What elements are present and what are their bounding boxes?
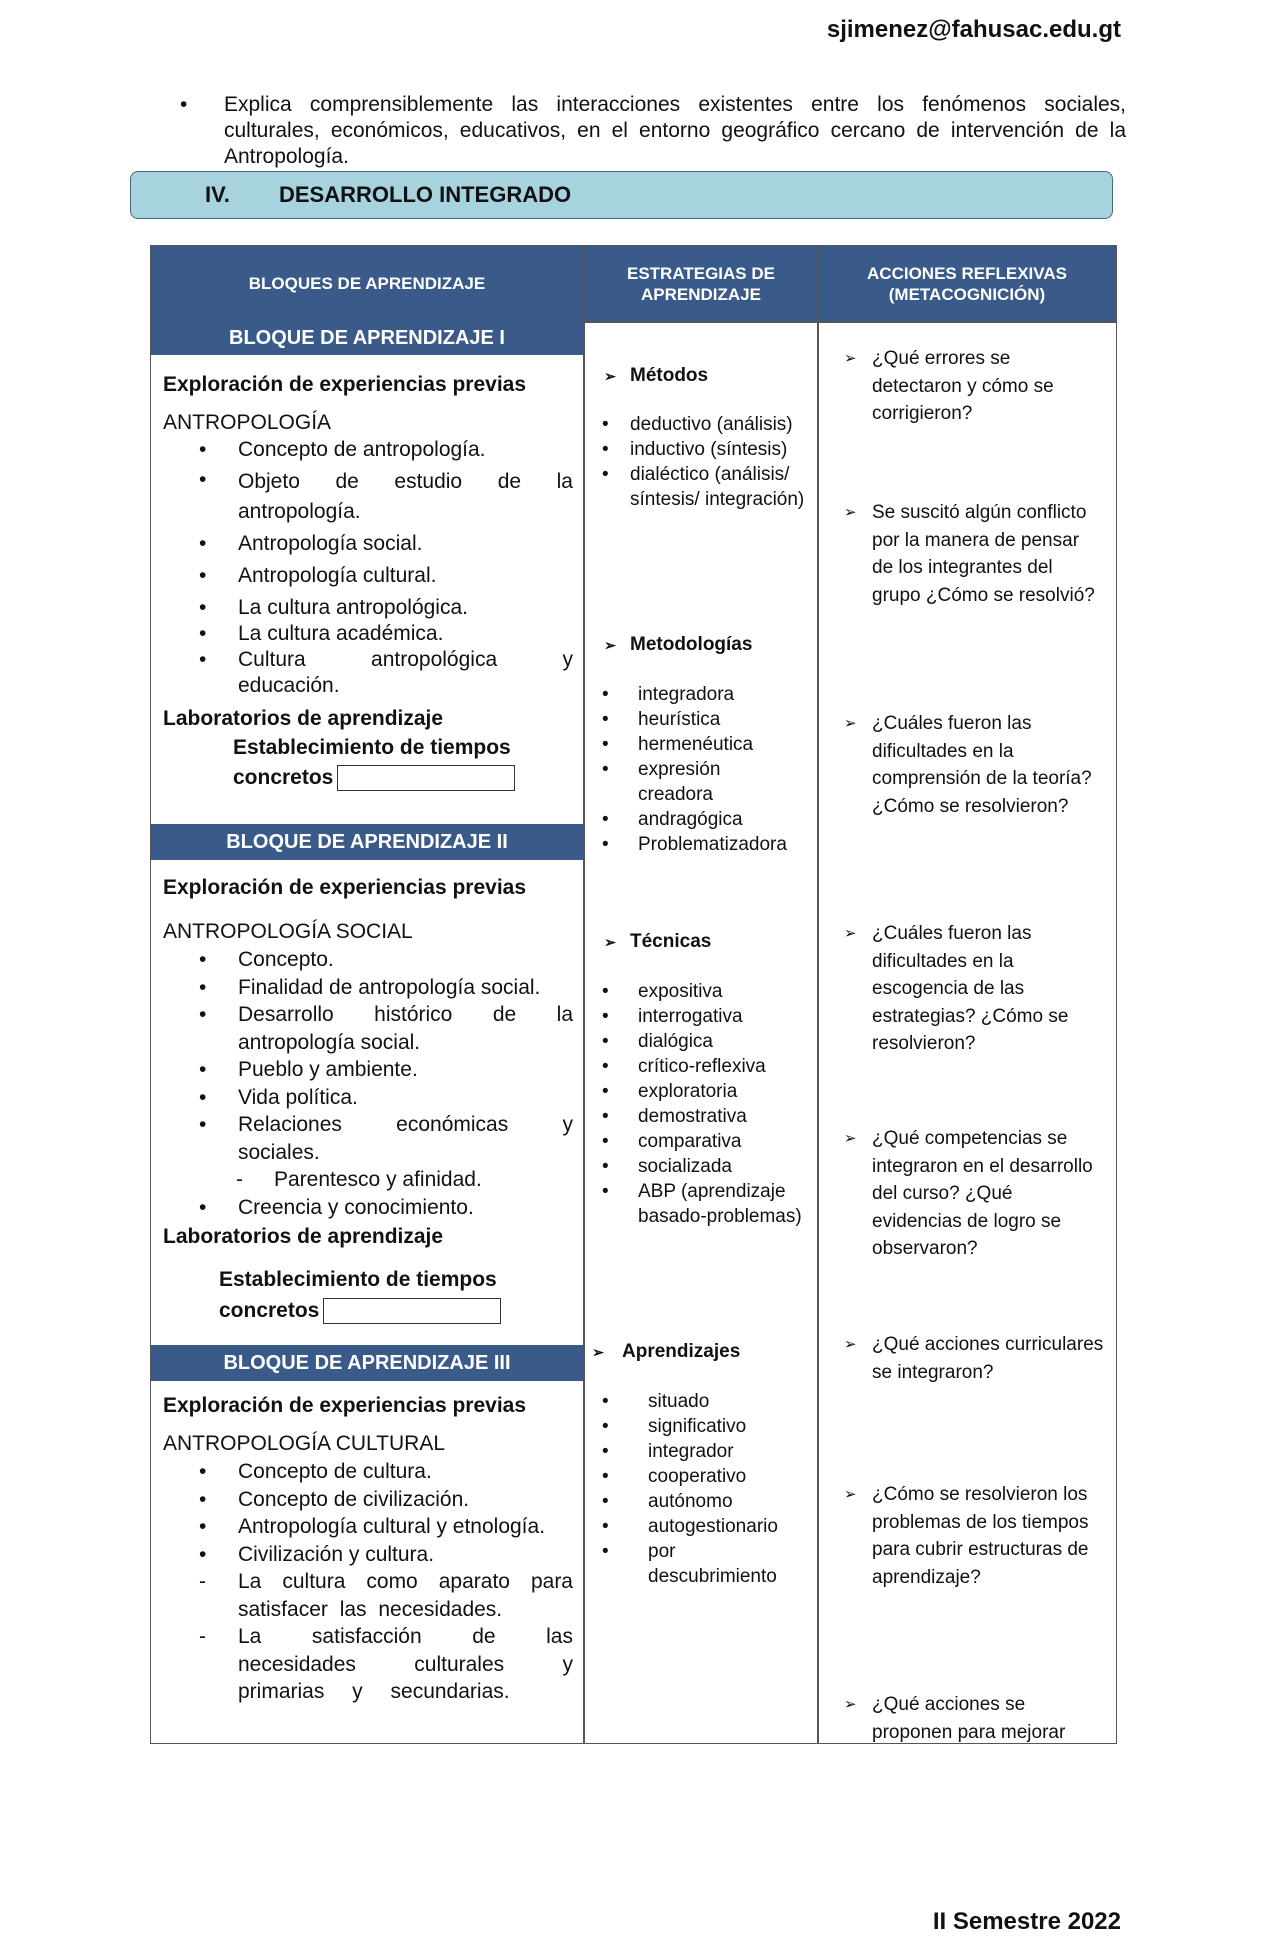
- block-3-content: [163, 1392, 573, 1706]
- section-number: IV.: [205, 182, 230, 207]
- header-strategies: ESTRATEGIAS DE APRENDIZAJE: [584, 246, 818, 321]
- list-item: • ABP (aprendizaje basado-problemas): [602, 1181, 802, 1227]
- strategy-group-methods: [584, 363, 818, 512]
- dash-list-item: - La satisfacción de las necesidades culturales y primarias y secundarias.: [199, 1625, 573, 1703]
- arrow-bullet-icon: ➢: [844, 504, 857, 521]
- list-item: • deductivo (análisis): [602, 414, 793, 435]
- bullet-icon: •: [180, 93, 188, 116]
- reflection-question: ➢ ¿Qué errores se detectaron y cómo se corrigieron?: [844, 345, 1104, 428]
- list-item: • significativo: [602, 1416, 747, 1437]
- times-heading: Establecimiento de tiempos: [219, 1268, 497, 1291]
- list-item: • La cultura académica.: [199, 622, 444, 645]
- header-reflective-actions: ACCIONES REFLEXIVAS (METACOGNICIÓN): [818, 246, 1116, 321]
- arrow-bullet-icon: ➢: [592, 1344, 604, 1360]
- list-item: • integrador: [602, 1441, 734, 1462]
- list-item: • Concepto de cultura.: [199, 1460, 432, 1483]
- list-item: • Pueblo y ambiente.: [199, 1058, 418, 1081]
- list-item: • Vida política.: [199, 1085, 358, 1109]
- block-title-2: BLOQUE DE APRENDIZAJE II: [151, 824, 583, 860]
- list-item: • crítico-reflexiva: [602, 1056, 766, 1077]
- list-item: • dialógica: [602, 1031, 713, 1052]
- topic-title: ANTROPOLOGÍA CULTURAL: [163, 1432, 446, 1455]
- list-item: • Concepto de civilización.: [199, 1487, 470, 1511]
- list-item: • Cultura antropológica y educación.: [199, 648, 573, 697]
- concrete-row: [163, 1295, 573, 1326]
- list-item: • Objeto de estudio de la antropología.: [199, 468, 573, 523]
- semester-footer: II Semestre 2022: [932, 1908, 1121, 1935]
- reflection-question: ➢ ¿Qué acciones se proponen para mejorar: [844, 1691, 1104, 1746]
- time-input-box[interactable]: [323, 1298, 501, 1324]
- list-item: • dialéctico (análisis/ síntesis/ integración): [602, 464, 805, 510]
- reflection-question: ➢ Se suscitó algún conflicto por la manera de pensar de los integrantes del grupo ¿Cómo se resolvió?: [844, 499, 1104, 609]
- arrow-bullet-icon: ➢: [604, 934, 616, 950]
- list-item: • Creencia y conocimiento.: [199, 1195, 474, 1219]
- list-item: • hermenéutica: [602, 734, 754, 755]
- arrow-bullet-icon: ➢: [844, 1696, 857, 1713]
- list-item: • inductivo (síntesis): [602, 439, 788, 460]
- strategy-title: Aprendizajes: [622, 1341, 741, 1362]
- arrow-bullet-icon: ➢: [844, 1130, 857, 1147]
- arrow-bullet-icon: ➢: [844, 715, 857, 732]
- topic-title: ANTROPOLOGÍA: [163, 411, 332, 434]
- list-item: • por descubrimiento: [602, 1541, 777, 1587]
- section-banner: [130, 171, 1113, 219]
- times-heading: Establecimiento de tiempos: [233, 736, 511, 759]
- list-item: • situado: [602, 1391, 710, 1412]
- list-item: • Relaciones económicas y sociales.: [199, 1113, 573, 1164]
- list-item: • heurística: [602, 709, 721, 730]
- strategy-title: Metodologías: [630, 634, 753, 655]
- block-title-3: BLOQUE DE APRENDIZAJE III: [151, 1345, 583, 1381]
- list-item: • Antropología cultural.: [199, 564, 437, 587]
- intro-text: Explica comprensiblemente las interacciones existentes entre los fenómenos sociales, culturales, económicos, educativos, en el entorno geográfico cercano de intervención de la Antropología.: [224, 93, 1126, 168]
- sub-list-item: - Parentesco y afinidad.: [236, 1168, 482, 1191]
- strategy-group-learnings: [584, 1339, 818, 1589]
- arrow-bullet-icon: ➢: [844, 925, 857, 942]
- concrete-row: [163, 763, 573, 793]
- exploration-heading: Exploración de experiencias previas: [163, 876, 527, 899]
- list-item: • Civilización y cultura.: [199, 1542, 435, 1566]
- strategy-title: Técnicas: [630, 931, 712, 952]
- concrete-label: concretos: [219, 1299, 320, 1322]
- reflection-question: ➢ ¿Cómo se resolvieron los problemas de los tiempos para cubrir estructuras de aprendizaje?: [844, 1481, 1104, 1591]
- topic-title: ANTROPOLOGÍA SOCIAL: [163, 920, 413, 943]
- list-item: • exploratoria: [602, 1081, 738, 1102]
- arrow-bullet-icon: ➢: [844, 350, 857, 367]
- section-title: DESARROLLO INTEGRADO: [279, 182, 572, 207]
- list-item: • andragógica: [602, 809, 743, 830]
- block-title-1: BLOQUE DE APRENDIZAJE I: [151, 321, 583, 355]
- list-item: • Problematizadora: [602, 834, 787, 855]
- list-item: • expositiva: [602, 981, 723, 1002]
- author-email: sjimenez@fahusac.edu.gt: [826, 16, 1121, 43]
- list-item: • autogestionario: [602, 1516, 778, 1537]
- integrated-development-table: [150, 245, 1117, 1744]
- arrow-bullet-icon: ➢: [844, 1336, 857, 1353]
- strategy-group-techniques: [584, 929, 818, 1229]
- list-item: • Antropología social.: [199, 532, 423, 555]
- list-item: • Antropología cultural y etnología.: [199, 1515, 546, 1538]
- arrow-bullet-icon: ➢: [844, 1486, 857, 1503]
- labs-heading: Laboratorios de aprendizaje: [163, 1225, 444, 1248]
- list-item: • comparativa: [602, 1131, 742, 1152]
- exploration-heading: Exploración de experiencias previas: [163, 373, 527, 396]
- list-item: • socializada: [602, 1156, 732, 1177]
- strategy-title: Métodos: [630, 365, 709, 386]
- reflection-question: ➢ ¿Cuáles fueron las dificultades en la comprensión de la teoría? ¿Cómo se resolvieron?: [844, 710, 1104, 820]
- block-2-content: [163, 874, 573, 1326]
- arrow-bullet-icon: ➢: [604, 637, 616, 653]
- labs-heading: Laboratorios de aprendizaje: [163, 707, 444, 730]
- reflection-question: ➢ ¿Cuáles fueron las dificultades en la escogencia de las estrategias? ¿Cómo se resolvieron?: [844, 920, 1104, 1058]
- block-1-content: [163, 371, 573, 793]
- exploration-heading: Exploración de experiencias previas: [163, 1394, 527, 1417]
- strategy-group-methodologies: [584, 632, 818, 857]
- list-item: • Finalidad de antropología social.: [199, 975, 541, 999]
- arrow-bullet-icon: ➢: [604, 368, 616, 384]
- list-item: • demostrativa: [602, 1106, 747, 1127]
- list-item: • Desarrollo histórico de la antropología social.: [199, 1003, 573, 1054]
- list-item: • Concepto de antropología.: [199, 438, 486, 461]
- list-item: • Concepto.: [199, 948, 334, 971]
- list-item: • interrogativa: [602, 1006, 743, 1027]
- reflection-question: ➢ ¿Qué acciones curriculares se integraron?: [844, 1331, 1104, 1386]
- list-item: • integradora: [602, 684, 735, 705]
- list-item: • expresión creadora: [602, 759, 721, 805]
- list-item: • autónomo: [602, 1491, 733, 1512]
- list-item: • La cultura antropológica.: [199, 596, 468, 619]
- concrete-label: concretos: [233, 766, 334, 789]
- reflection-question: ➢ ¿Qué competencias se integraron en el desarrollo del curso? ¿Qué evidencias de logro se observaron?: [844, 1125, 1104, 1263]
- header-blocks: BLOQUES DE APRENDIZAJE: [151, 246, 583, 321]
- intro-bullet-paragraph: [180, 92, 1126, 170]
- time-input-box[interactable]: [337, 765, 515, 791]
- dash-list-item: - La cultura como aparato para satisfacer las necesidades.: [199, 1570, 573, 1621]
- list-item: • cooperativo: [602, 1466, 747, 1487]
